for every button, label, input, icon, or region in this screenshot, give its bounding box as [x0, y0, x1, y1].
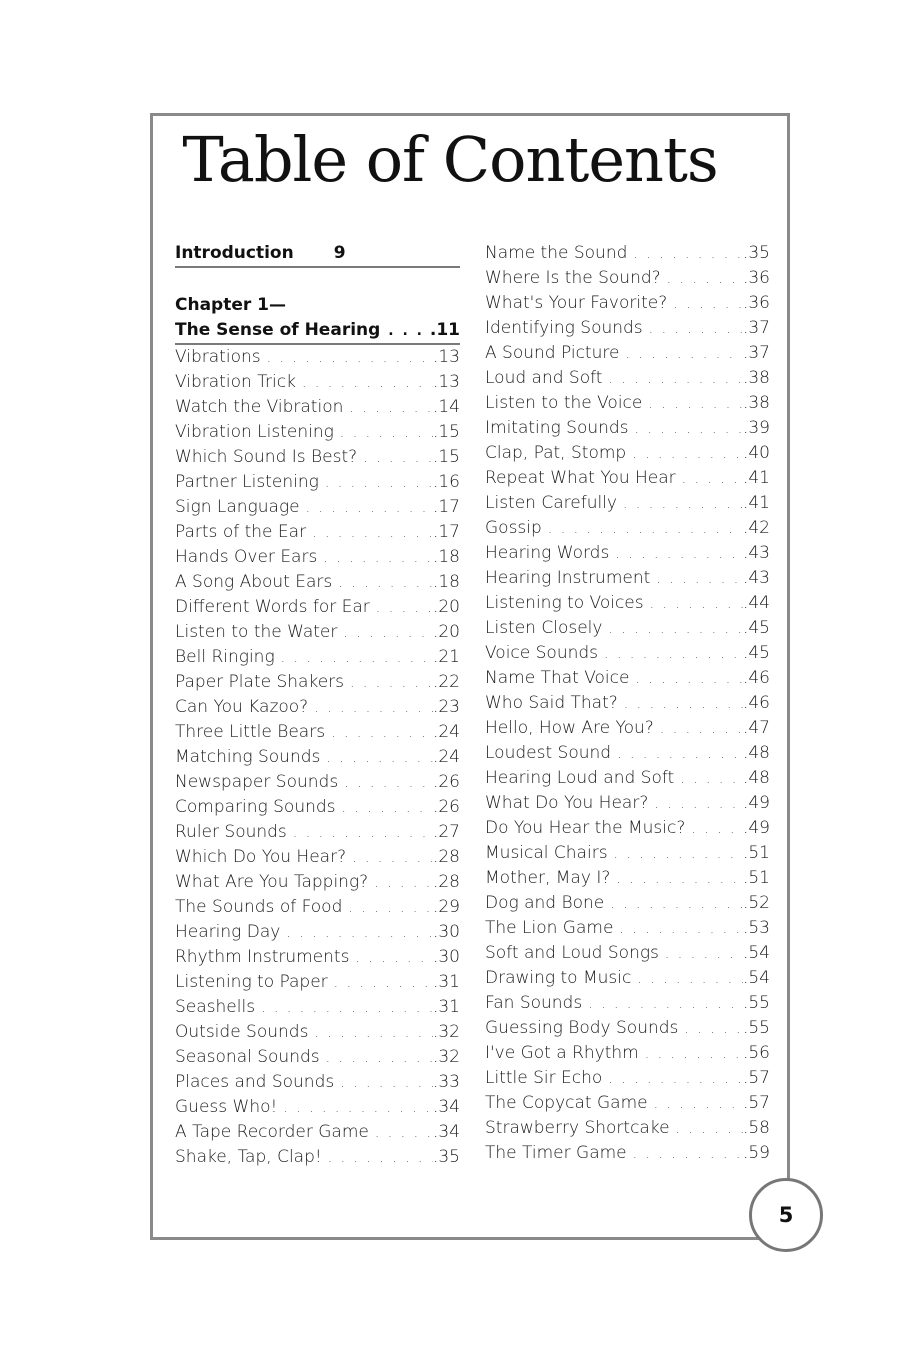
- toc-entry[interactable]: [485, 916, 770, 941]
- toc-entry-page: . 21: [433, 645, 460, 670]
- toc-entry[interactable]: [485, 291, 770, 316]
- leader-dots: [334, 1071, 433, 1095]
- leader-dots: [380, 319, 430, 344]
- leader-dots: [674, 767, 743, 791]
- toc-entry[interactable]: [175, 645, 460, 670]
- toc-entry[interactable]: [485, 541, 770, 566]
- toc-entry-label: Guessing Body Sounds: [485, 1018, 679, 1038]
- toc-entry-page: . 37: [743, 316, 770, 341]
- toc-entry-label: Listen Carefully: [485, 493, 617, 513]
- toc-entry-label: Listen Closely: [485, 618, 603, 638]
- toc-entry-page: . 28: [433, 845, 460, 870]
- leader-dots: [342, 896, 433, 920]
- toc-entry-label: The Lion Game: [485, 918, 614, 938]
- leader-dots: [300, 496, 433, 520]
- toc-entry[interactable]: [485, 816, 770, 841]
- toc-entry-label: Can You Kazoo?: [175, 697, 309, 717]
- toc-entry[interactable]: [485, 891, 770, 916]
- toc-entry[interactable]: [485, 441, 770, 466]
- toc-entry-label: Outside Sounds: [175, 1022, 309, 1042]
- leader-dots: [626, 442, 743, 466]
- toc-entry[interactable]: [485, 516, 770, 541]
- toc-entry[interactable]: [175, 970, 460, 995]
- leader-dots: [608, 842, 743, 866]
- toc-entry[interactable]: [485, 691, 770, 716]
- toc-entry-page: . 17: [433, 495, 460, 520]
- toc-entry-label: Loudest Sound: [485, 743, 612, 763]
- leader-dots: [654, 717, 743, 741]
- leader-dots: [618, 692, 743, 716]
- toc-left-column: [175, 241, 460, 1170]
- toc-entry[interactable]: [485, 366, 770, 391]
- chapter-1-title-label: The Sense of Hearing: [175, 320, 381, 340]
- toc-entry-label: Vibration Trick: [175, 372, 296, 392]
- toc-entry[interactable]: [175, 895, 460, 920]
- toc-entry-label: Imitating Sounds: [485, 418, 629, 438]
- toc-introduction[interactable]: [175, 241, 460, 268]
- leader-dots: [659, 942, 743, 966]
- toc-entry-label: The Sounds of Food: [175, 897, 343, 917]
- toc-entry-label: Identifying Sounds: [485, 318, 643, 338]
- leader-dots: [320, 1046, 433, 1070]
- toc-entry[interactable]: [485, 1016, 770, 1041]
- toc-entry[interactable]: [485, 1041, 770, 1066]
- leader-dots: [631, 967, 743, 991]
- toc-entry[interactable]: [175, 995, 460, 1020]
- toc-entry-page: . 55: [743, 1016, 770, 1041]
- toc-entry-page: . 43: [743, 541, 770, 566]
- toc-entry-page: . 28: [433, 870, 460, 895]
- toc-entry-label: Loud and Soft: [485, 368, 603, 388]
- toc-entry-label: A Tape Recorder Game: [175, 1122, 369, 1142]
- toc-entry-page: . 51: [743, 841, 770, 866]
- toc-entry[interactable]: [485, 616, 770, 641]
- toc-entry-label: Listening to Paper: [175, 972, 328, 992]
- toc-entry-page: . 51: [743, 866, 770, 891]
- leader-dots: [604, 892, 743, 916]
- leader-dots: [322, 1146, 433, 1170]
- leader-dots: [287, 821, 433, 845]
- toc-entry-page: . 57: [743, 1091, 770, 1116]
- toc-entry-label: Matching Sounds: [175, 747, 321, 767]
- toc-entry[interactable]: [485, 341, 770, 366]
- toc-entry[interactable]: [485, 791, 770, 816]
- toc-entry-page: . 43: [743, 566, 770, 591]
- toc-entry[interactable]: [485, 741, 770, 766]
- toc-entry[interactable]: [175, 1120, 460, 1145]
- leader-dots: [602, 367, 742, 391]
- toc-entry-label: Hearing Day: [175, 922, 281, 942]
- leader-dots: [346, 846, 433, 870]
- toc-entry[interactable]: [485, 716, 770, 741]
- toc-entry-label: Gossip: [485, 518, 542, 538]
- toc-entry[interactable]: [175, 695, 460, 720]
- leader-dots: [619, 342, 743, 366]
- toc-entry-page: . 30: [433, 945, 460, 970]
- toc-entry[interactable]: [175, 520, 460, 545]
- toc-entry[interactable]: [175, 595, 460, 620]
- toc-entry-label: Seashells: [175, 997, 256, 1017]
- leader-dots: [343, 396, 433, 420]
- toc-entry-label: Different Words for Ear: [175, 597, 370, 617]
- leader-dots: [610, 867, 743, 891]
- toc-entry-page: . 31: [433, 970, 460, 995]
- leader-dots: [648, 792, 743, 816]
- toc-entry-label: Shake, Tap, Clap!: [175, 1147, 322, 1167]
- toc-entry-label: Repeat What You Hear: [485, 468, 676, 488]
- leader-dots: [334, 421, 433, 445]
- toc-entry-page: . 59: [743, 1141, 770, 1166]
- toc-entry-label: Listen to the Voice: [485, 393, 643, 413]
- toc-entry-page: . 16: [433, 470, 460, 495]
- toc-entry[interactable]: [175, 845, 460, 870]
- toc-entry-page: . 15: [433, 445, 460, 470]
- leader-dots: [344, 671, 433, 695]
- leader-dots: [609, 542, 743, 566]
- leader-dots: [611, 742, 743, 766]
- toc-entry[interactable]: [485, 991, 770, 1016]
- leader-dots: [617, 492, 743, 516]
- toc-entry-page: . 53: [743, 916, 770, 941]
- leader-dots: [602, 617, 743, 641]
- toc-entry-page: . 38: [743, 366, 770, 391]
- toc-entry-label: Newspaper Sounds: [175, 772, 339, 792]
- toc-entry[interactable]: [175, 570, 460, 595]
- toc-entry[interactable]: [485, 941, 770, 966]
- toc-entry-label: Watch the Vibration: [175, 397, 344, 417]
- toc-entry-label: Guess Who!: [175, 1097, 278, 1117]
- leader-dots: [685, 817, 743, 841]
- toc-entry[interactable]: [485, 416, 770, 441]
- leader-dots: [650, 567, 743, 591]
- toc-entry-page: . 52: [743, 891, 770, 916]
- leader-dots: [277, 1096, 433, 1120]
- toc-entry-page: . 44: [743, 591, 770, 616]
- toc-entry[interactable]: [485, 566, 770, 591]
- toc-entry[interactable]: [485, 591, 770, 616]
- toc-entry-page: . 27: [433, 820, 460, 845]
- toc-entry-page: . 54: [743, 941, 770, 966]
- toc-entry[interactable]: [485, 1066, 770, 1091]
- toc-entry-page: . 24: [433, 745, 460, 770]
- toc-entry[interactable]: [485, 766, 770, 791]
- toc-entry-page: . 49: [743, 791, 770, 816]
- toc-entry-page: . 42: [743, 516, 770, 541]
- toc-entry-label: Which Do You Hear?: [175, 847, 347, 867]
- toc-entry[interactable]: [175, 870, 460, 895]
- toc-entry-label: Partner Listening: [175, 472, 319, 492]
- page-title: Table of Contents: [182, 123, 718, 196]
- toc-entry[interactable]: [175, 470, 460, 495]
- spacer: [175, 268, 460, 293]
- toc-entry-page: . 23: [433, 695, 460, 720]
- toc-entry[interactable]: [175, 620, 460, 645]
- leader-dots: [261, 346, 433, 370]
- leader-dots: [370, 596, 433, 620]
- leader-dots: [368, 871, 433, 895]
- page-number-badge: 5: [749, 1178, 823, 1252]
- leader-dots: [629, 667, 743, 691]
- toc-entry-label: Comparing Sounds: [175, 797, 336, 817]
- toc-entry-label: A Sound Picture: [485, 343, 620, 363]
- leader-dots: [280, 921, 433, 945]
- toc-entry-label: Three Little Bears: [175, 722, 326, 742]
- toc-entry-page: . 49: [743, 816, 770, 841]
- toc-entry[interactable]: [175, 495, 460, 520]
- toc-entry-page: . 20: [433, 620, 460, 645]
- toc-entry[interactable]: [175, 795, 460, 820]
- leader-dots: [542, 517, 743, 541]
- toc-entry-page: . 40: [743, 441, 770, 466]
- toc-entry-label: What Do You Hear?: [485, 793, 649, 813]
- toc-entry-label: Listening to Voices: [485, 593, 644, 613]
- toc-entry[interactable]: [175, 1045, 460, 1070]
- toc-entry-page: . 32: [433, 1020, 460, 1045]
- toc-entry-label: Hearing Instrument: [485, 568, 651, 588]
- toc-entry[interactable]: [485, 491, 770, 516]
- toc-entry-label: Where Is the Sound?: [485, 268, 661, 288]
- toc-entry[interactable]: [175, 670, 460, 695]
- toc-entry-label: Ruler Sounds: [175, 822, 287, 842]
- toc-entry-label: A Song About Ears: [175, 572, 333, 592]
- toc-entry-label: Vibration Listening: [175, 422, 334, 442]
- toc-entry[interactable]: [175, 545, 460, 570]
- toc-entry-label: Soft and Loud Songs: [485, 943, 659, 963]
- toc-entry-page: . 58: [743, 1116, 770, 1141]
- toc-entry-page: . 34: [433, 1120, 460, 1145]
- leader-dots: [308, 696, 433, 720]
- toc-entry-label: Sign Language: [175, 497, 300, 517]
- toc-entry-page: . 41: [743, 491, 770, 516]
- leader-dots: [296, 371, 433, 395]
- toc-entry-label: Hello, How Are You?: [485, 718, 654, 738]
- introduction-page: 9: [333, 243, 346, 263]
- toc-entry-label: Vibrations: [175, 347, 261, 367]
- toc-entry-label: Musical Chairs: [485, 843, 608, 863]
- leader-dots: [336, 796, 433, 820]
- toc-entry-page: . 55: [743, 991, 770, 1016]
- leader-dots: [275, 646, 433, 670]
- toc-entry-page: . 36: [743, 291, 770, 316]
- leader-dots: [320, 746, 433, 770]
- toc-entry-label: Little Sir Echo: [485, 1068, 603, 1088]
- toc-entry-page: . 35: [433, 1145, 460, 1170]
- toc-entry[interactable]: [175, 1095, 460, 1120]
- toc-entry[interactable]: [175, 445, 460, 470]
- chapter-1-heading: Chapter 1—: [175, 295, 287, 315]
- introduction-label: Introduction: [175, 243, 294, 263]
- toc-entry-label: Strawberry Shortcake: [485, 1118, 670, 1138]
- toc-entry[interactable]: [175, 745, 460, 770]
- toc-entry-page: . 54: [743, 966, 770, 991]
- toc-entry-page: . 14: [433, 395, 460, 420]
- toc-entry-label: Drawing to Music: [485, 968, 632, 988]
- toc-entry-label: The Timer Game: [485, 1143, 627, 1163]
- toc-entry[interactable]: [485, 666, 770, 691]
- toc-entry-label: Hearing Words: [485, 543, 610, 563]
- toc-entry[interactable]: [175, 770, 460, 795]
- leader-dots: [325, 721, 433, 745]
- leader-dots: [338, 771, 433, 795]
- leader-dots: [639, 1042, 743, 1066]
- toc-entry-page: . 20: [433, 595, 460, 620]
- leader-dots: [667, 292, 743, 316]
- toc-entry-page: . 13: [433, 370, 460, 395]
- leader-dots: [602, 1067, 743, 1091]
- toc-entry-label: The Copycat Game: [485, 1093, 648, 1113]
- leader-dots: [642, 392, 743, 416]
- leader-dots: [678, 1017, 743, 1041]
- toc-entry-page: . 26: [433, 795, 460, 820]
- leader-dots: [648, 1092, 743, 1116]
- toc-entry-label: Rhythm Instruments: [175, 947, 350, 967]
- toc-entry-label: Mother, May I?: [485, 868, 611, 888]
- toc-entry[interactable]: [485, 241, 770, 266]
- toc-entry-label: Clap, Pat, Stomp: [485, 443, 627, 463]
- toc-entry[interactable]: [485, 1116, 770, 1141]
- toc-entry-page: . 18: [433, 545, 460, 570]
- leader-dots: [627, 1142, 743, 1166]
- leader-dots: [369, 1121, 433, 1145]
- toc-entry-page: . 31: [433, 995, 460, 1020]
- leader-dots: [337, 621, 433, 645]
- toc-entry-page: . 46: [743, 691, 770, 716]
- toc-entry[interactable]: [485, 316, 770, 341]
- toc-entry-label: Name That Voice: [485, 668, 630, 688]
- toc-entry-page: . 45: [743, 641, 770, 666]
- toc-entry-page: . 57: [743, 1066, 770, 1091]
- toc-entry[interactable]: [485, 391, 770, 416]
- toc-entry-label: Voice Sounds: [485, 643, 599, 663]
- leader-dots: [644, 592, 743, 616]
- toc-entry-page: . 37: [743, 341, 770, 366]
- leader-dots: [255, 996, 433, 1020]
- toc-entry-label: Name the Sound: [485, 243, 628, 263]
- toc-entry-page: . 46: [743, 666, 770, 691]
- toc-entry[interactable]: [175, 420, 460, 445]
- toc-left-list: [175, 345, 460, 1170]
- toc-entry[interactable]: [175, 945, 460, 970]
- toc-entry-page: . 56: [743, 1041, 770, 1066]
- toc-right-list: [485, 241, 770, 1166]
- toc-right-column: [485, 241, 770, 1166]
- toc-entry[interactable]: [485, 1091, 770, 1116]
- toc-entry-page: . 24: [433, 720, 460, 745]
- leader-dots: [676, 467, 743, 491]
- leader-dots: [357, 446, 433, 470]
- leader-dots: [319, 471, 433, 495]
- toc-entry-page: . 36: [743, 266, 770, 291]
- toc-entry[interactable]: [175, 1020, 460, 1045]
- toc-entry-label: Paper Plate Shakers: [175, 672, 344, 692]
- leader-dots: [661, 267, 743, 291]
- leader-dots: [643, 317, 743, 341]
- toc-entry[interactable]: [175, 920, 460, 945]
- toc-entry[interactable]: [485, 266, 770, 291]
- toc-entry[interactable]: [485, 866, 770, 891]
- toc-entry-page: . 39: [743, 416, 770, 441]
- toc-entry-label: Do You Hear the Music?: [485, 818, 686, 838]
- toc-entry-page: . 33: [433, 1070, 460, 1095]
- toc-entry-label: What Are You Tapping?: [175, 872, 369, 892]
- toc-entry-label: Places and Sounds: [175, 1072, 335, 1092]
- toc-entry-label: Seasonal Sounds: [175, 1047, 320, 1067]
- chapter-1-title[interactable]: [175, 318, 460, 345]
- toc-entry-label: What's Your Favorite?: [485, 293, 668, 313]
- toc-entry-page: . 15: [433, 420, 460, 445]
- toc-entry-label: Parts of the Ear: [175, 522, 307, 542]
- leader-dots: [582, 992, 743, 1016]
- leader-dots: [613, 917, 743, 941]
- toc-entry[interactable]: [175, 820, 460, 845]
- leader-dots: [328, 971, 433, 995]
- leader-dots: [308, 1021, 433, 1045]
- leader-dots: [598, 642, 743, 666]
- toc-entry-label: Which Sound Is Best?: [175, 447, 358, 467]
- toc-entry-page: . 41: [743, 466, 770, 491]
- toc-entry[interactable]: [175, 395, 460, 420]
- toc-entry-page: . 45: [743, 616, 770, 641]
- toc-entry-label: Hearing Loud and Soft: [485, 768, 675, 788]
- toc-entry-page: . 30: [433, 920, 460, 945]
- toc-entry-page: . 35: [743, 241, 770, 266]
- toc-entry-page: . 34: [433, 1095, 460, 1120]
- toc-entry-page: . 18: [433, 570, 460, 595]
- toc-entry-page: . 48: [743, 741, 770, 766]
- toc-entry-label: Hands Over Ears: [175, 547, 318, 567]
- toc-entry[interactable]: [175, 720, 460, 745]
- toc-entry-page: . 13: [433, 345, 460, 370]
- toc-entry-page: . 17: [433, 520, 460, 545]
- toc-entry[interactable]: [485, 466, 770, 491]
- toc-entry[interactable]: [175, 370, 460, 395]
- toc-entry-page: . 26: [433, 770, 460, 795]
- toc-entry-label: Who Said That?: [485, 693, 618, 713]
- toc-entry[interactable]: [175, 1070, 460, 1095]
- toc-entry-label: Dog and Bone: [485, 893, 605, 913]
- toc-entry-label: Fan Sounds: [485, 993, 583, 1013]
- toc-entry[interactable]: [485, 966, 770, 991]
- leader-dots: [332, 571, 433, 595]
- leader-dots: [629, 417, 743, 441]
- leader-dots: [306, 521, 433, 545]
- toc-entry[interactable]: [485, 841, 770, 866]
- toc-entry[interactable]: [485, 1141, 770, 1166]
- leader-dots: [627, 242, 743, 266]
- toc-entry-page: . 47: [743, 716, 770, 741]
- chapter-1-page: .11: [429, 320, 460, 340]
- toc-entry-label: Listen to the Water: [175, 622, 338, 642]
- toc-entry-label: Bell Ringing: [175, 647, 275, 667]
- toc-entry-label: I've Got a Rhythm: [485, 1043, 639, 1063]
- leader-dots: [349, 946, 433, 970]
- leader-dots: [317, 546, 433, 570]
- toc-entry-page: . 22: [433, 670, 460, 695]
- toc-entry[interactable]: [175, 1145, 460, 1170]
- toc-entry-page: . 29: [433, 895, 460, 920]
- toc-entry-page: . 48: [743, 766, 770, 791]
- toc-entry[interactable]: [175, 345, 460, 370]
- toc-entry[interactable]: [485, 641, 770, 666]
- leader-dots: [670, 1117, 743, 1141]
- toc-entry-page: . 38: [743, 391, 770, 416]
- toc-entry-page: . 32: [433, 1045, 460, 1070]
